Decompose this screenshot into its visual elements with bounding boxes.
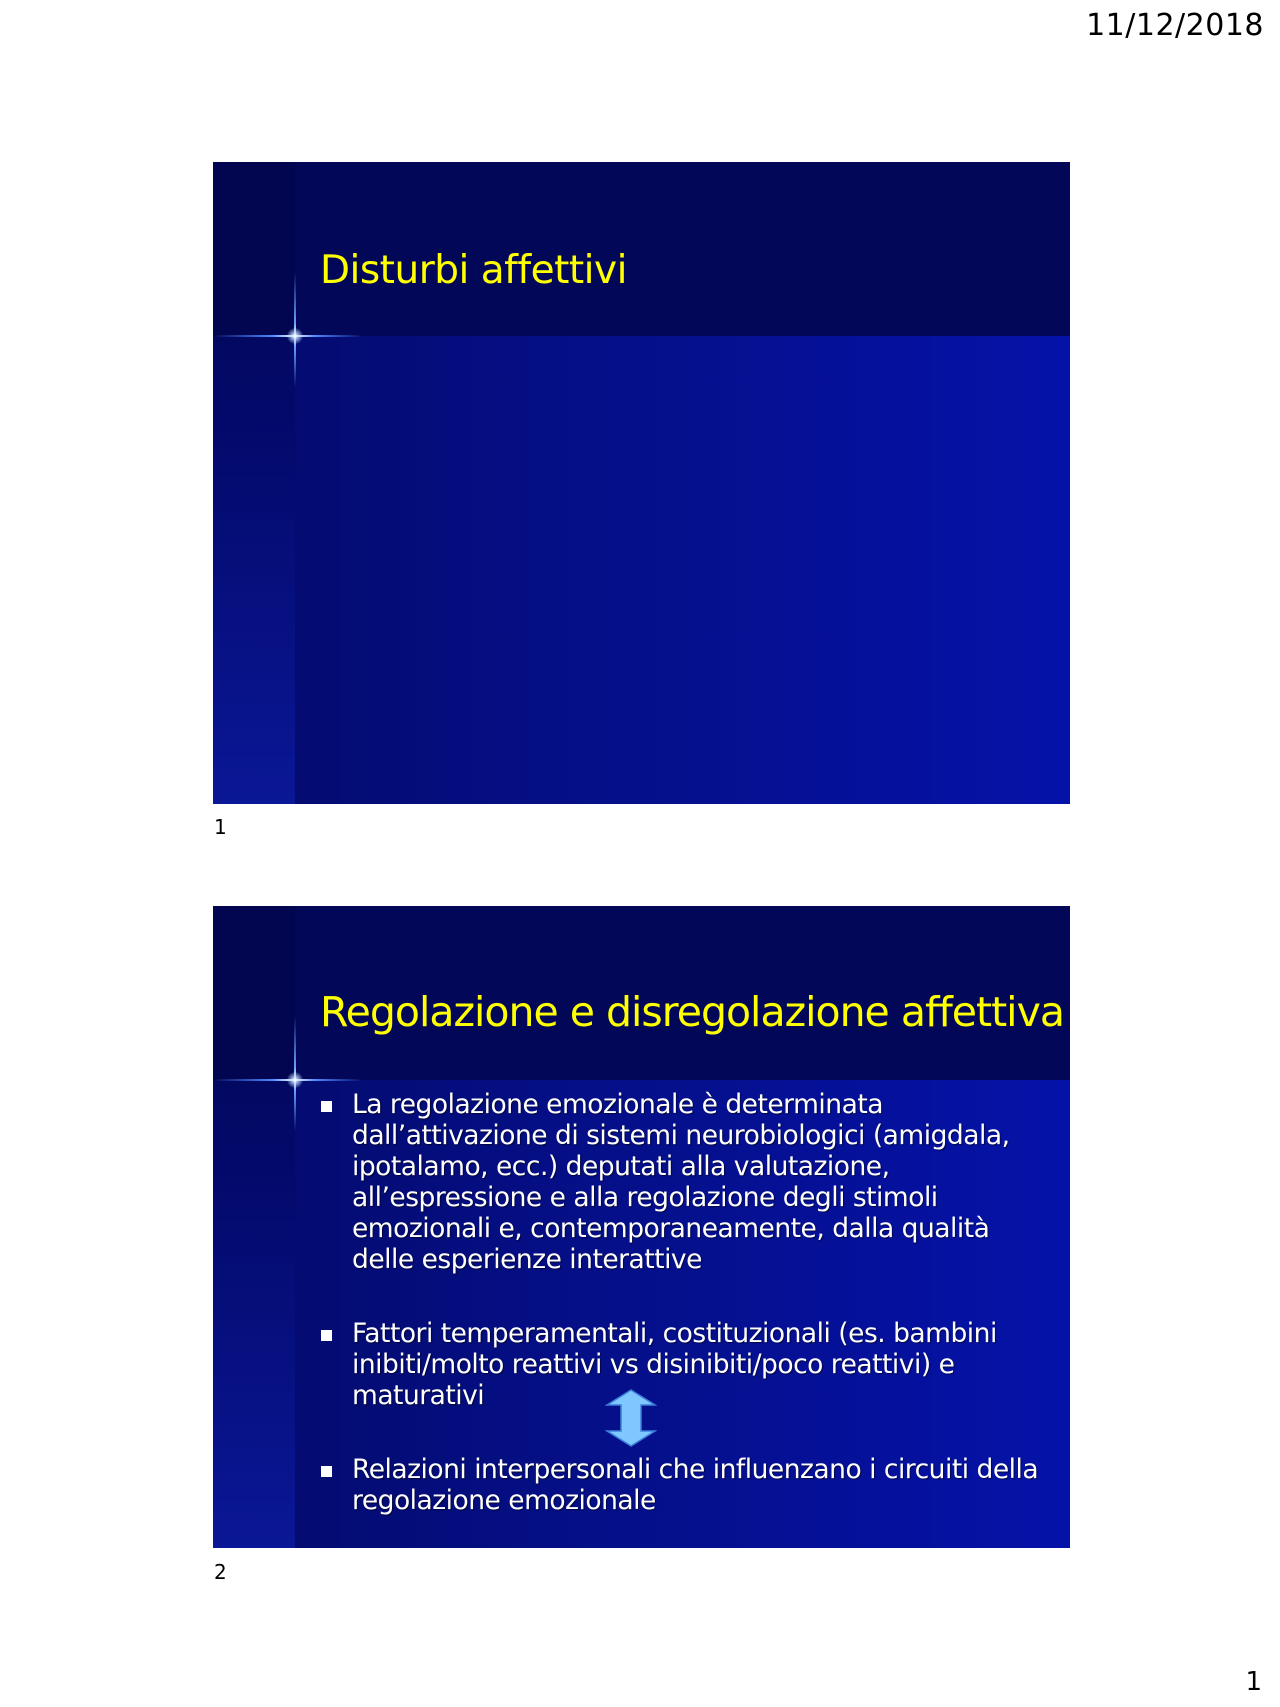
page-date: 11/12/2018 <box>1086 8 1264 43</box>
double-arrow-vertical-icon <box>605 1389 657 1447</box>
slide-title: Regolazione e disregolazione affettiva <box>320 988 1064 1036</box>
list-item-text: Relazioni interpersonali che influenzano i circuiti della regolazione emozionale <box>352 1454 1039 1516</box>
sparkle-icon <box>287 328 303 344</box>
list-item-text: Fattori temperamentali, costituzionali (es. bambini inibiti/molto reattivi vs disinibiti/poco reattivi) e maturativi <box>352 1318 997 1411</box>
bullet-list <box>321 1089 1051 1516</box>
slide-title: Disturbi affettivi <box>320 248 627 293</box>
sparkle-icon <box>287 1072 303 1088</box>
square-bullet-icon <box>321 1330 332 1341</box>
slide-number: 2 <box>214 1560 227 1584</box>
square-bullet-icon <box>321 1101 332 1112</box>
square-bullet-icon <box>321 1466 332 1477</box>
slide-2 <box>213 906 1070 1548</box>
slide-1 <box>213 162 1070 804</box>
page-number: 1 <box>1245 1667 1262 1697</box>
list-item <box>321 1089 1051 1275</box>
list-item <box>321 1318 1051 1411</box>
slide-left-strip-top <box>213 906 295 1080</box>
slide-number: 1 <box>214 815 227 839</box>
list-item-text: La regolazione emozionale è determinata dall’attivazione di sistemi neurobiologici (amigdala, ipotalamo, ecc.) deputati alla valutazione, all’espressione e alla regolazione degli stimoli emozionali e, contemporaneamente, dalla qualità delle esperienze interattive <box>352 1089 1010 1275</box>
slide-left-strip-top <box>213 162 295 336</box>
list-item <box>321 1454 1051 1516</box>
